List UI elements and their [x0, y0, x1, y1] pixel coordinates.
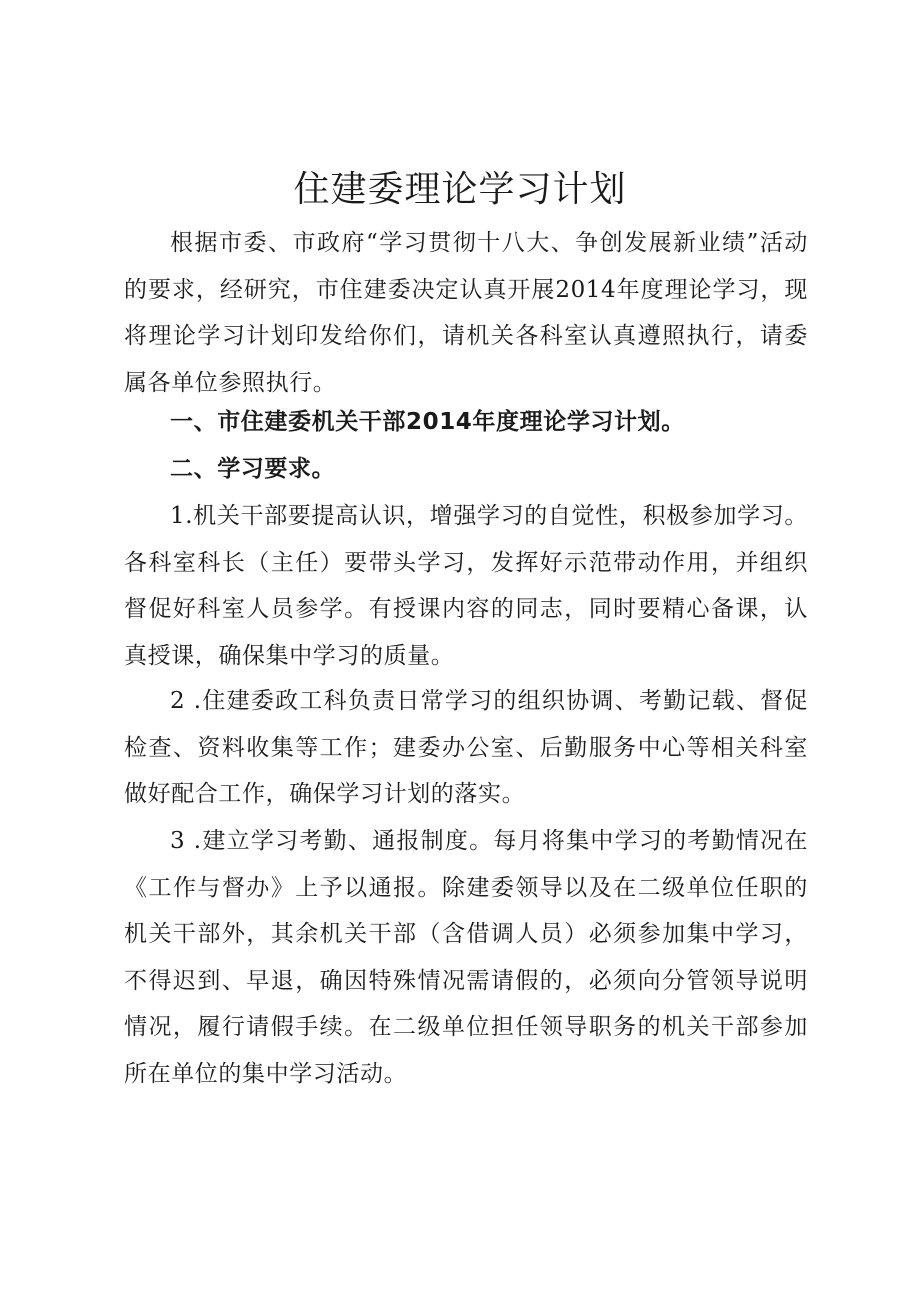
section-heading-study-plan: 一、市住建委机关干部2014年度理论学习计划。: [170, 409, 685, 435]
intro-paragraph: 根据市委、市政府“学习贯彻十八大、争创发展新业绩”活动的要求，经研究，市住建委决定认真开展2014年度理论学习，现将理论学习计划印发给你们，请机关各科室认真遵照执行，请委属各单位参照执行。: [124, 230, 808, 396]
requirement-item-1: 1.机关干部要提高认识，增强学习的自觉性，积极参加学习。各科室科长（主任）要带头学习，发挥好示范带动作用，并组织督促好科室人员参学。有授课内容的同志，同时要精心备课，认真授课，确保集中学习的质量。: [124, 503, 808, 669]
document-title: 住建委理论学习计划: [293, 169, 627, 210]
requirement-item-3: 3 .建立学习考勤、通报制度。每月将集中学习的考勤情况在《工作与督办》上予以通报。除建委领导以及在二级单位任职的机关干部外，其余机关干部（含借调人员）必须参加集中学习，不得迟到、早退，确因特殊情况需请假的，必须向分管领导说明情况，履行请假手续。在二级单位担任领导职务的机关干部参加所在单位的集中学习活动。: [124, 828, 808, 1087]
requirement-item-2: 2 .住建委政工科负责日常学习的组织协调、考勤记载、督促检查、资料收集等工作；建委办公室、后勤服务中心等相关科室做好配合工作，确保学习计划的落实。: [124, 688, 808, 807]
section-heading-study-requirements: 二、学习要求。: [170, 456, 336, 482]
